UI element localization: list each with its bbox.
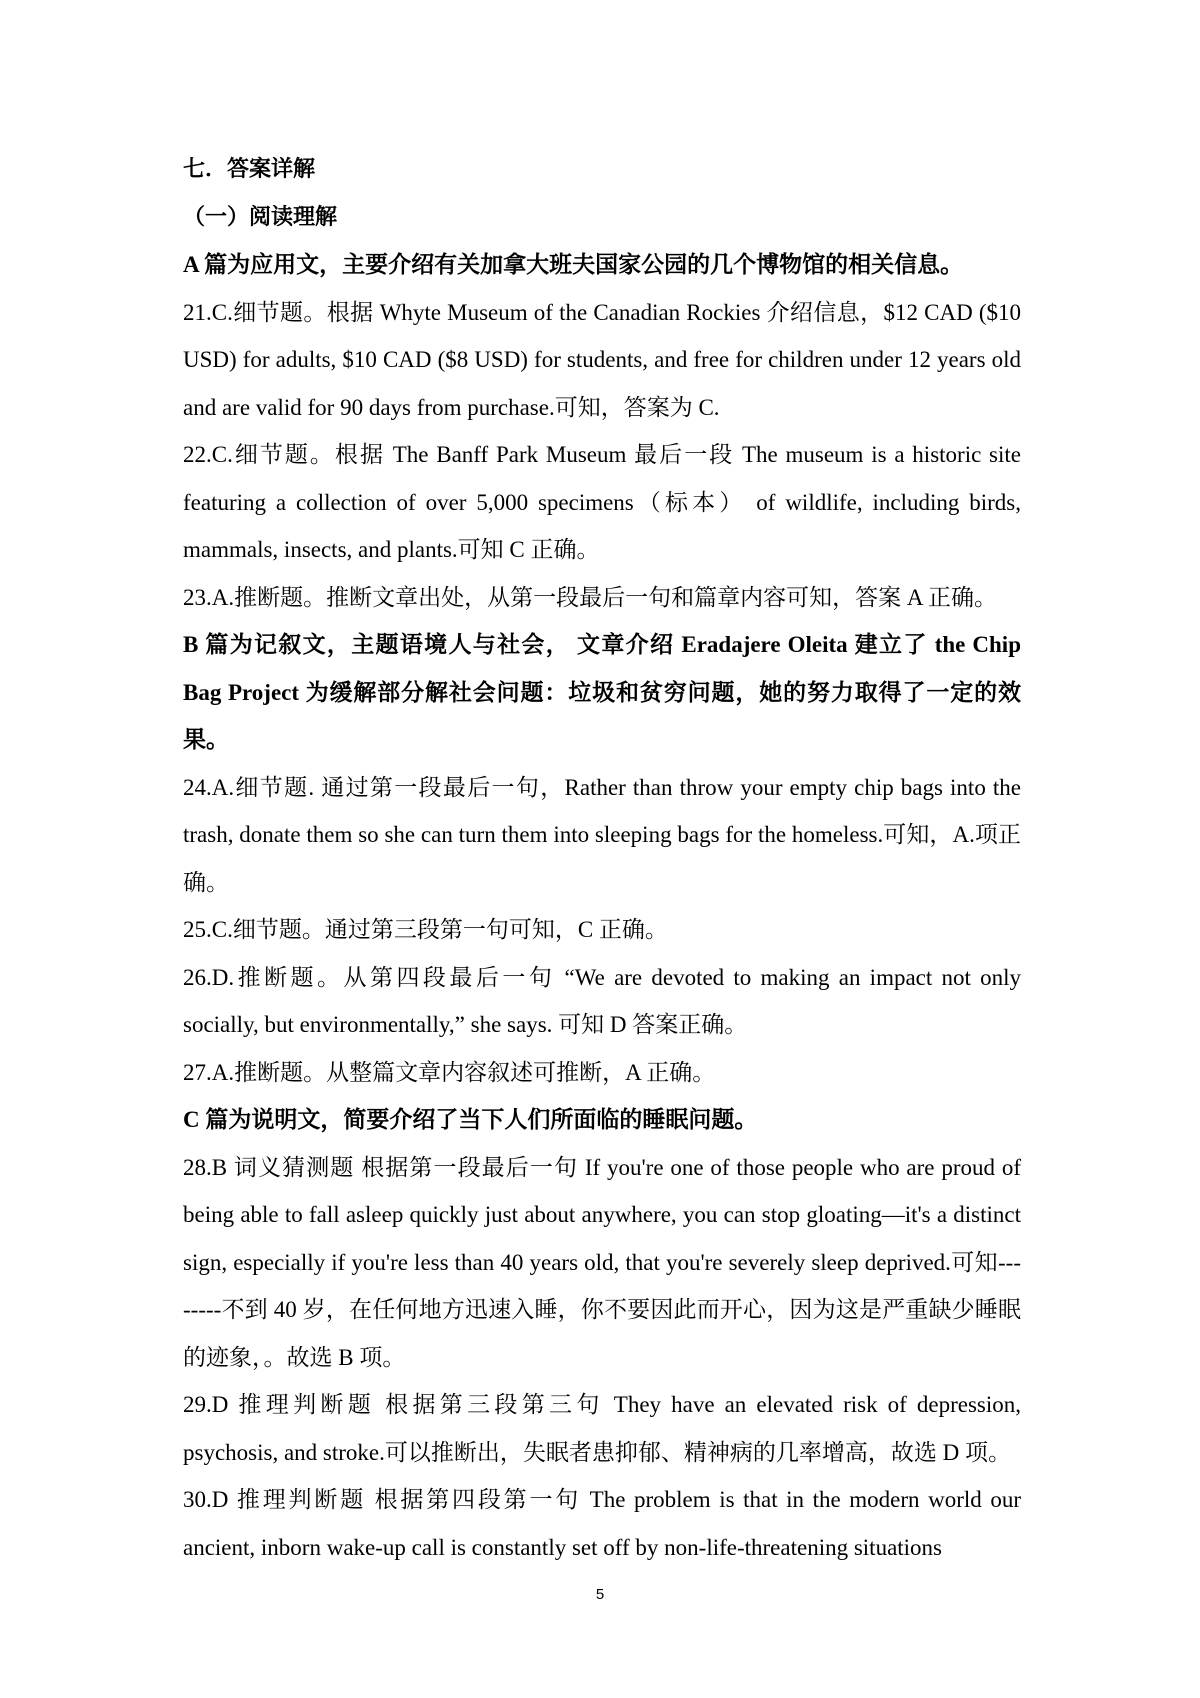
passage-c-summary: C 篇为说明文，简要介绍了当下人们所面临的睡眠问题。	[183, 1107, 758, 1132]
page-number: 5	[595, 1586, 605, 1603]
answer-26: 26.D.推断题。从第四段最后一句 “We are devoted to making an impact not only socially, but environmentally,” she says. 可知 D 答案正确。	[183, 964, 1021, 1037]
subsection-title: （一）阅读理解	[183, 204, 338, 230]
answer-25: 25.C.细节题。通过第三段第一句可知，C 正确。	[183, 917, 668, 942]
passage-b-summary: B 篇为记叙文，主题语境人与社会， 文章介绍 Eradajere Oleita 建立了 the Chip Bag Project 为缓解部分解社会问题：垃圾和贫穷问题，她的努力取得了一定的效果。	[183, 632, 1021, 752]
answer-27: 27.A.推断题。从整篇文章内容叙述可推断，A 正确。	[183, 1059, 716, 1085]
answer-24: 24.A.细节题. 通过第一段最后一句，Rather than throw your empty chip bags into the trash, donate them so she can turn them into sleeping bags for the homeless.可知，A.项正确。	[183, 774, 1021, 895]
answer-22: 22.C.细节题。根据 The Banff Park Museum 最后一段 The museum is a historic site featuring a collection of over 5,000 specimens（标本） of wildlife, including birds, mammals, insects, and plants.可知 C 正确。	[183, 442, 1021, 562]
section-title: 七．答案详解	[183, 157, 316, 182]
answer-28: 28.B 词义猜测题 根据第一段最后一句 If you're one of those people who are proud of being able to fall asleep quickly just about anywhere, you can stop gloating—it's a distinct sign, especially if you're less than 40 years old, that you're severely sleep deprived.可知--------不到 40 岁，在任何地方迅速入睡，你不要因此而开心，因为这是严重缺少睡眠的迹象，。故选 B 项。	[183, 1154, 1021, 1370]
answer-29: 29.D 推理判断题 根据第三段第三句 They have an elevated risk of depression, psychosis, and stroke.可以推断出，失眠者患抑郁、精神病的几率增高，故选 D 项。	[183, 1392, 1021, 1465]
page-content	[183, 146, 1021, 1571]
passage-a-summary: A 篇为应用文，主要介绍有关加拿大班夫国家公园的几个博物馆的相关信息。	[183, 252, 964, 277]
answer-21: 21.C.细节题。根据 Whyte Museum of the Canadian Rockies 介绍信息，$12 CAD ($10 USD) for adults, $10 CAD ($8 USD) for students, and free for children under 12 years old and are valid for 90 days from purchase.可知，答案为 C.	[183, 299, 1021, 420]
answer-23: 23.A.推断题。推断文章出处，从第一段最后一句和篇章内容可知，答案 A 正确。	[183, 584, 997, 610]
answer-30: 30.D 推理判断题 根据第四段第一句 The problem is that in the modern world our ancient, inborn wake-up call is constantly set off by non-life-threatening situations	[183, 1487, 1021, 1560]
